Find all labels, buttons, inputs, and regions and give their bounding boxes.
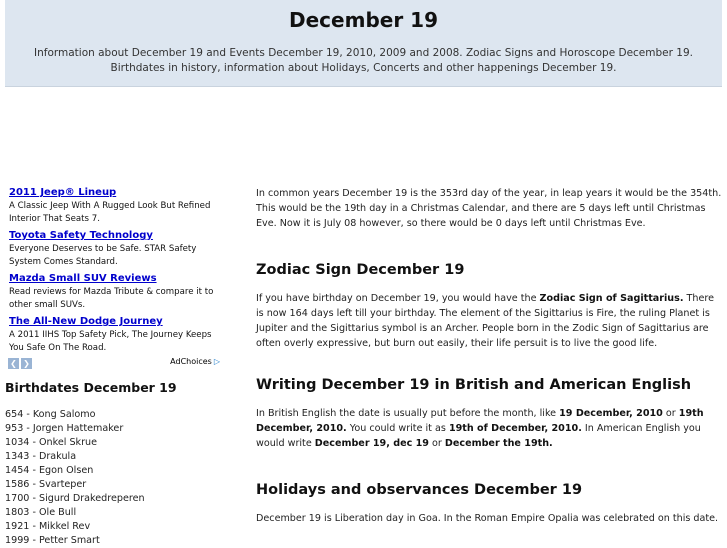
- list-item: 1700 - Sigurd Drakedreperen: [5, 493, 145, 504]
- play-triangle-icon: ▷: [213, 357, 220, 366]
- ad-item: [5, 229, 226, 272]
- date-format-bold: December the 19th.: [444, 438, 553, 449]
- adchoices-label: AdChoices: [170, 357, 212, 366]
- chevron-right-icon[interactable]: ❯: [21, 358, 32, 369]
- ad-description: Everyone Deserves to be Safe. STAR Safety System Comes Standard.: [9, 244, 197, 267]
- writing-paragraph: [256, 406, 724, 451]
- ad-link-dodge[interactable]: The All-New Dodge Journey: [9, 316, 163, 327]
- list-item: 1999 - Petter Smart: [5, 535, 100, 546]
- zodiac-text: If you have birthday on December 19, you would have the: [256, 293, 540, 304]
- zodiac-sign-bold: Zodiac Sign of Sagittarius.: [539, 293, 684, 304]
- date-format-bold: 19th of December, 2010.: [448, 423, 582, 434]
- list-item: 1454 - Egon Olsen: [5, 465, 94, 476]
- list-item: 1921 - Mikkel Rev: [5, 521, 91, 532]
- writing-heading: Writing December 19 in British and American English: [256, 377, 692, 393]
- main-content: [256, 186, 724, 526]
- ad-item: [5, 315, 226, 358]
- date-format-bold: 19 December, 2010: [559, 408, 663, 419]
- list-item: 654 - Kong Salomo: [5, 409, 96, 420]
- writing-text: or: [662, 408, 679, 419]
- list-item: 953 - Jorgen Hattemaker: [5, 423, 124, 434]
- writing-text: In American English you would write: [256, 423, 701, 449]
- date-format-bold: 19th December, 2010.: [256, 408, 704, 434]
- list-item: 1343 - Drakula: [5, 451, 77, 462]
- ad-description: A Classic Jeep With A Rugged Look But Refined Interior That Seats 7.: [9, 201, 211, 224]
- zodiac-paragraph: [256, 291, 724, 351]
- birthdates-section: [5, 380, 245, 548]
- page-intro: Information about December 19 and Events December 19, 2010, 2009 and 2008. Zodiac Signs and Horoscope December 19. Birthdates in history, information about Holidays, Concerts and other happenings December 19.: [34, 47, 693, 74]
- writing-text: or: [428, 438, 445, 449]
- holidays-paragraph: December 19 is Liberation day in Goa. In the Roman Empire Opalia was celebrated on this date.: [256, 513, 719, 524]
- list-item: 1034 - Onkel Skrue: [5, 437, 98, 448]
- ad-item: [5, 272, 226, 315]
- writing-text: You could write it as: [346, 423, 449, 434]
- ad-description: Read reviews for Mazda Tribute & compare it to other small SUVs.: [9, 287, 214, 310]
- day-info-paragraph: In common years December 19 is the 353rd day of the year, in leap years it would be the 354th. This would be the 19th day in a Christmas Calendar, and there are 5 days left until Christmas Eve. Now it is July 08 however, so there would be 0 days left until Christmas Eve.: [256, 188, 722, 229]
- ad-panel: [5, 186, 226, 372]
- page-title: December 19: [289, 8, 438, 32]
- list-item: 1803 - Ole Bull: [5, 507, 77, 518]
- ad-item: [5, 186, 226, 229]
- ad-link-jeep[interactable]: 2011 Jeep® Lineup: [9, 187, 117, 198]
- ad-link-toyota[interactable]: Toyota Safety Technology: [9, 230, 153, 241]
- holidays-heading: Holidays and observances December 19: [256, 482, 583, 498]
- page-header: [5, 0, 722, 87]
- zodiac-heading: Zodiac Sign December 19: [256, 262, 465, 278]
- ad-description: A 2011 IIHS Top Safety Pick, The Journey Keeps You Safe On The Road.: [9, 330, 212, 353]
- chevron-left-icon[interactable]: ❮: [8, 358, 19, 369]
- birthdates-heading: Birthdates December 19: [5, 380, 177, 395]
- adchoices-link[interactable]: [170, 357, 220, 366]
- date-format-bold: December 19, dec 19: [314, 438, 429, 449]
- ad-link-mazda[interactable]: Mazda Small SUV Reviews: [9, 273, 157, 284]
- list-item: 1586 - Svarteper: [5, 479, 87, 490]
- ad-footer: [5, 356, 226, 372]
- birthdates-list: [5, 408, 245, 548]
- zodiac-text: There is now 164 days left till your birthday. The element of the Sigittarius is Fire, the ruling Planet is Jupiter and the Sigittarius symbol is an Archer. People born in the Zodic Sign of Sagittarius are often overly expressive, but burn out easily, their life persuit is to live the good life.: [256, 293, 714, 349]
- writing-text: In British English the date is usually put before the month, like: [256, 408, 560, 419]
